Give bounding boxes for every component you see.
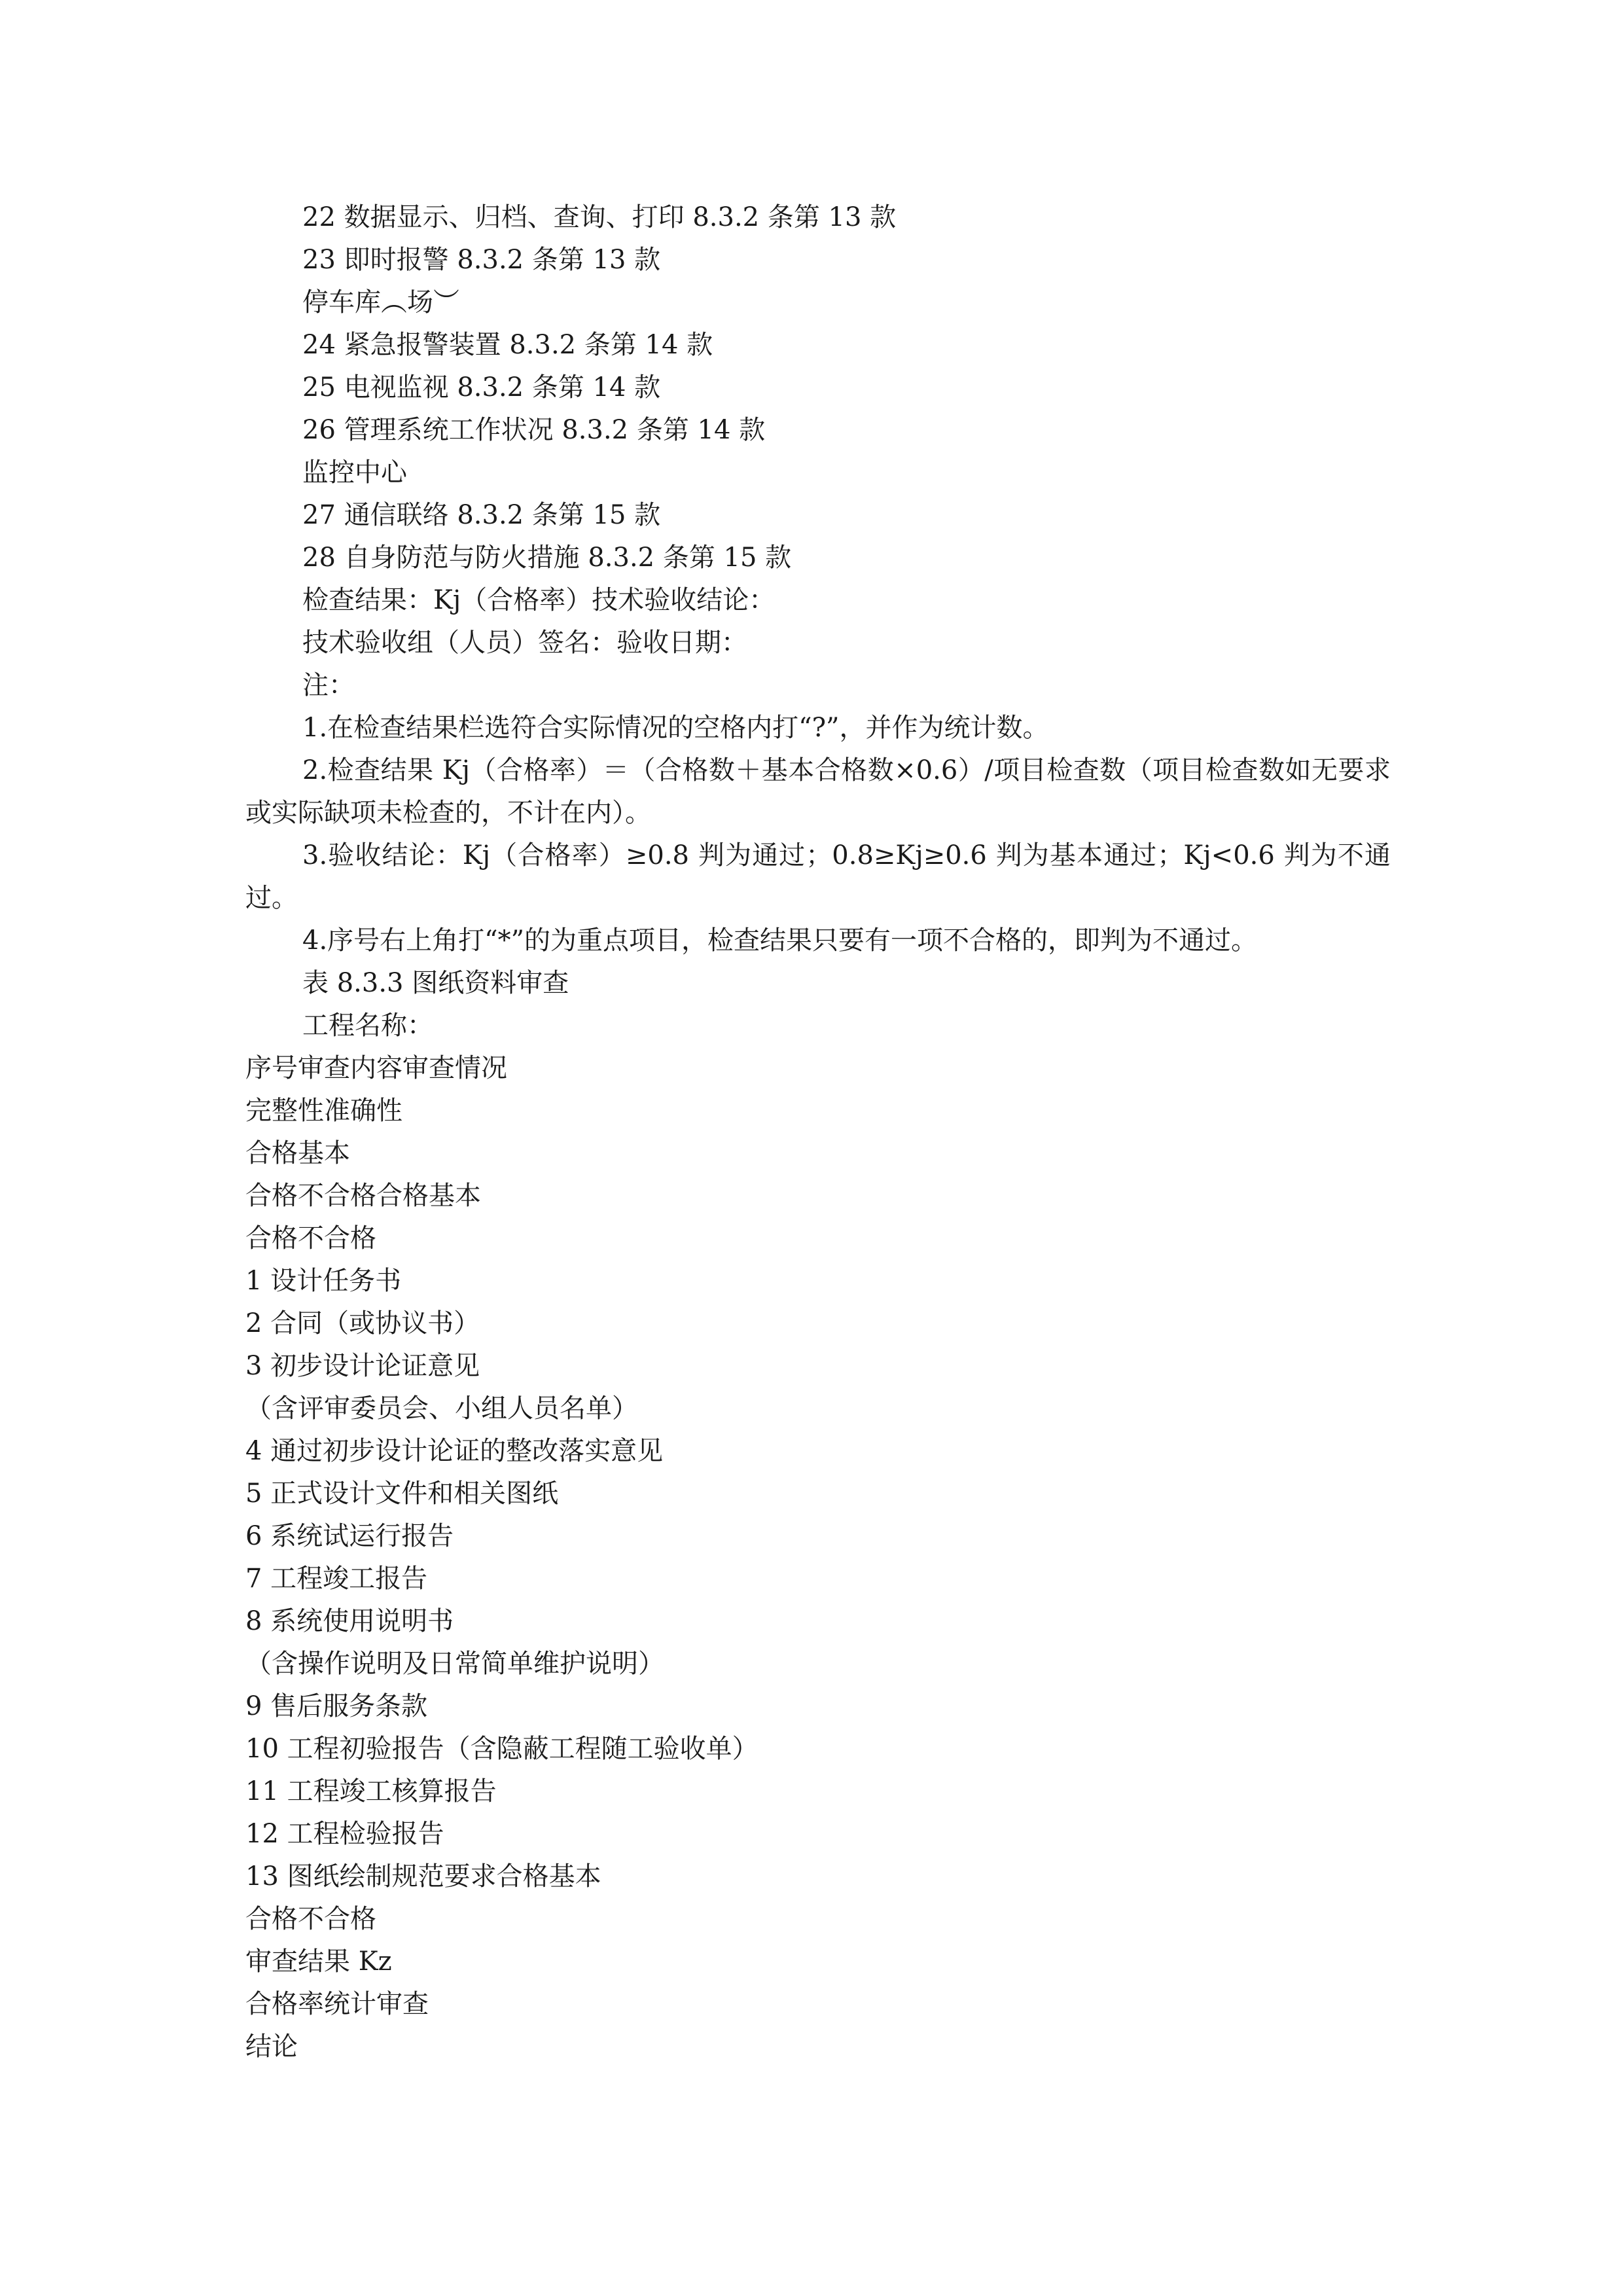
table-row: 6 系统试运行报告 xyxy=(245,1521,454,1551)
note-4: 4.序号右上角打“*”的为重点项目，检查结果只要有一项不合格的，即判为不通过。 xyxy=(302,925,1258,956)
item-25-line: 25 电视监视 8.3.2 条第 14 款 xyxy=(302,372,661,403)
table-header-line: 合格基本 xyxy=(245,1138,350,1168)
table-header-line: 完整性准确性 xyxy=(245,1096,402,1126)
note-2: 2.检查结果 Kj（合格率）＝（合格数＋基本合格数×0.6）/项目检查数（项目检查数如无要求或实际缺项未检查的，不计在内）。 xyxy=(245,755,1391,828)
item-23-line: 23 即时报警 8.3.2 条第 13 款 xyxy=(302,245,661,275)
project-name-label: 工程名称： xyxy=(302,1011,433,1041)
table-row: 10 工程初验报告（含隐蔽工程随工验收单） xyxy=(245,1734,758,1764)
table-row: 合格不合格 xyxy=(245,1904,376,1934)
inspection-result-line: 检查结果：Kj（合格率）技术验收结论： xyxy=(302,585,776,615)
item-22-line: 22 数据显示、归档、查询、打印 8.3.2 条第 13 款 xyxy=(302,202,897,232)
table-row: 13 图纸绘制规范要求合格基本 xyxy=(245,1861,601,1892)
parking-garage-heading: 停车库︵场︶ xyxy=(302,287,459,317)
table-row: 2 合同（或协议书） xyxy=(245,1308,480,1338)
note-1: 1.在检查结果栏选符合实际情况的空格内打“?”，并作为统计数。 xyxy=(302,713,1049,743)
table-row: （含评审委员会、小组人员名单） xyxy=(245,1393,638,1424)
table-row: 5 正式设计文件和相关图纸 xyxy=(245,1479,559,1509)
table-row: 11 工程竣工核算报告 xyxy=(245,1776,497,1806)
item-27-line: 27 通信联络 8.3.2 条第 15 款 xyxy=(302,500,661,530)
table-row: 4 通过初步设计论证的整改落实意见 xyxy=(245,1436,664,1466)
pass-rate-line: 合格率统计审查 xyxy=(245,1989,429,2019)
notes-heading: 注： xyxy=(302,670,355,700)
table-row: 3 初步设计论证意见 xyxy=(245,1351,480,1381)
review-result-line: 审查结果 Kz xyxy=(245,1946,392,1977)
table-title: 表 8.3.3 图纸资料审查 xyxy=(302,968,569,998)
table-header-line: 合格不合格 xyxy=(245,1223,376,1253)
table-row: 9 售后服务条款 xyxy=(245,1691,428,1721)
monitoring-center-heading: 监控中心 xyxy=(302,457,407,488)
table-row: 8 系统使用说明书 xyxy=(245,1606,454,1636)
item-24-line: 24 紧急报警装置 8.3.2 条第 14 款 xyxy=(302,330,713,360)
table-header-line: 序号审查内容审查情况 xyxy=(245,1053,507,1083)
table-row: 1 设计任务书 xyxy=(245,1266,402,1296)
document-body xyxy=(245,196,1391,2068)
conclusion-line: 结论 xyxy=(245,2032,298,2062)
note-3: 3.验收结论：Kj（合格率）≥0.8 判为通过；0.8≥Kj≥0.6 判为基本通过；Kj<0.6 判为不通过。 xyxy=(245,840,1391,913)
table-row: （含操作说明及日常简单维护说明） xyxy=(245,1649,664,1679)
table-row: 7 工程竣工报告 xyxy=(245,1564,428,1594)
signature-line: 技术验收组（人员）签名：验收日期： xyxy=(302,628,747,658)
item-26-line: 26 管理系统工作状况 8.3.2 条第 14 款 xyxy=(302,415,766,445)
table-header-line: 合格不合格合格基本 xyxy=(245,1181,481,1211)
table-row: 12 工程检验报告 xyxy=(245,1819,444,1849)
item-28-line: 28 自身防范与防火措施 8.3.2 条第 15 款 xyxy=(302,543,792,573)
